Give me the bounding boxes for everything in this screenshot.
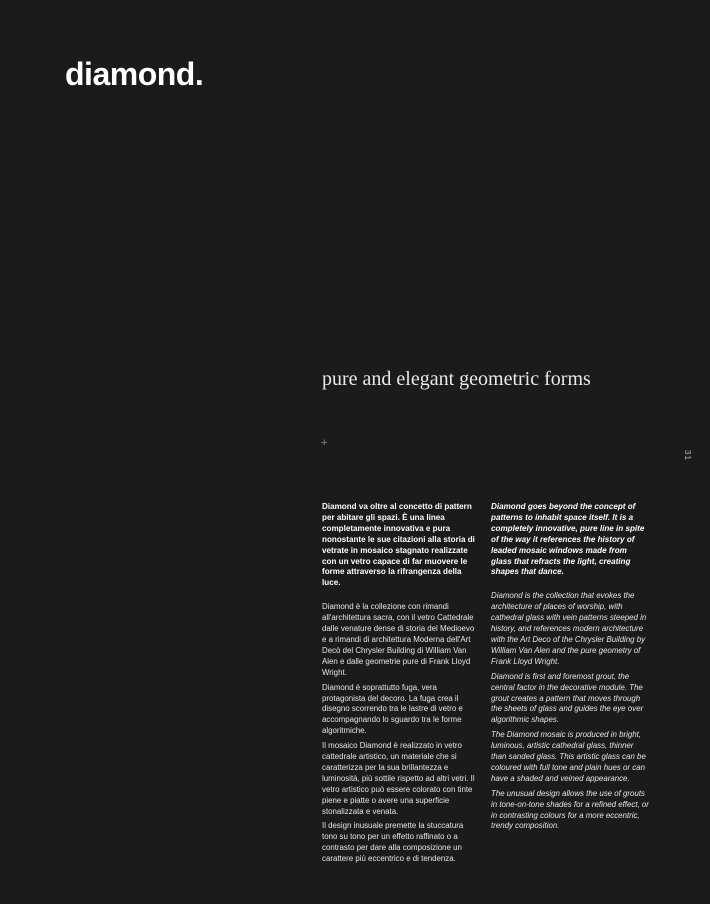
italian-body-paragraph: Il mosaico Diamond è realizzato in vetro cattedrale artistico, un materiale che si caratterizza per la sua brillantezza e luminosità, più sottile rispetto ad altri vetri. Il vetro artistico può essere colorato con tinte piene e piatte o avere una superficie stonalizzata e venata.: [322, 741, 475, 816]
english-body-paragraph: Diamond is first and foremost grout, the central factor in the decorative module. The grout creates a pattern that moves through the sheets of glass and guides the eye over algorithmic shapes.: [491, 671, 644, 725]
tagline-heading: pure and elegant geometric forms: [322, 368, 591, 390]
italian-body-paragraph: Diamond è soprattutto fuga, vera protagonista del decoro. La fuga crea il disegno scorrendo tra le lastre di vetro e accompagnando lo sguardo tra le forme algoritmiche.: [322, 682, 463, 736]
page-number: 31: [683, 450, 692, 461]
italian-lead-paragraph: Diamond va oltre al concetto di pattern per abitare gli spazi. È una linea completamente innovativa e pura nonostante le sue citazioni alla storia di vetrate in mosaico stagnato realizzate con un vetro capace di far muovere le forme attraverso la rifrangenza della luce.: [322, 502, 475, 588]
english-lead-paragraph: Diamond goes beyond the concept of patterns to inhabit space itself. It is a completely innovative, pure line in spite of the way it references the history of leaded mosaic windows made from glass that refracts the light, creating shapes that dance.: [491, 502, 645, 577]
italian-text-column: [322, 502, 478, 869]
english-body-paragraph: The Diamond mosaic is produced in bright, luminous, artistic cathedral glass, thinner than sanded glass. This artistic glass can be coloured with full tone and plain hues or can have a shaded and veined appearance.: [491, 730, 646, 783]
english-body-paragraph: Diamond is the collection that evokes the architecture of places of worship, with cathedral glass with vein patterns steeped in history, and references modern architecture with the Art Deco of the Chrysler Building by William Van Alen and the pure geometry of Frank Lloyd Wright.: [491, 591, 647, 666]
plus-divider-icon: +: [321, 437, 328, 449]
english-text-column: [491, 502, 649, 836]
brand-logo: diamond.: [65, 56, 204, 92]
italian-body-paragraph: Il design inusuale premette la stuccatura tono su tono per un effetto raffinato o a contrasto per dare alla composizione un carattere più eccentrico e di tendenza.: [322, 821, 464, 864]
italian-body-paragraph: Diamond è la collezione con rimandi all'architettura sacra, con il vetro Cattedrale dalle venature dense di storia del Medioevo e a rimandi di architettura Moderna dell'Art Decò del Chrysler Building di William Van Alen e dalle geometrie pure di Frank Lloyd Wright.: [322, 602, 475, 677]
english-body-paragraph: The unusual design allows the use of grouts in tone-on-tone shades for a refined effect, or in contrasting colours for a more eccentric, trendy composition.: [491, 788, 649, 831]
